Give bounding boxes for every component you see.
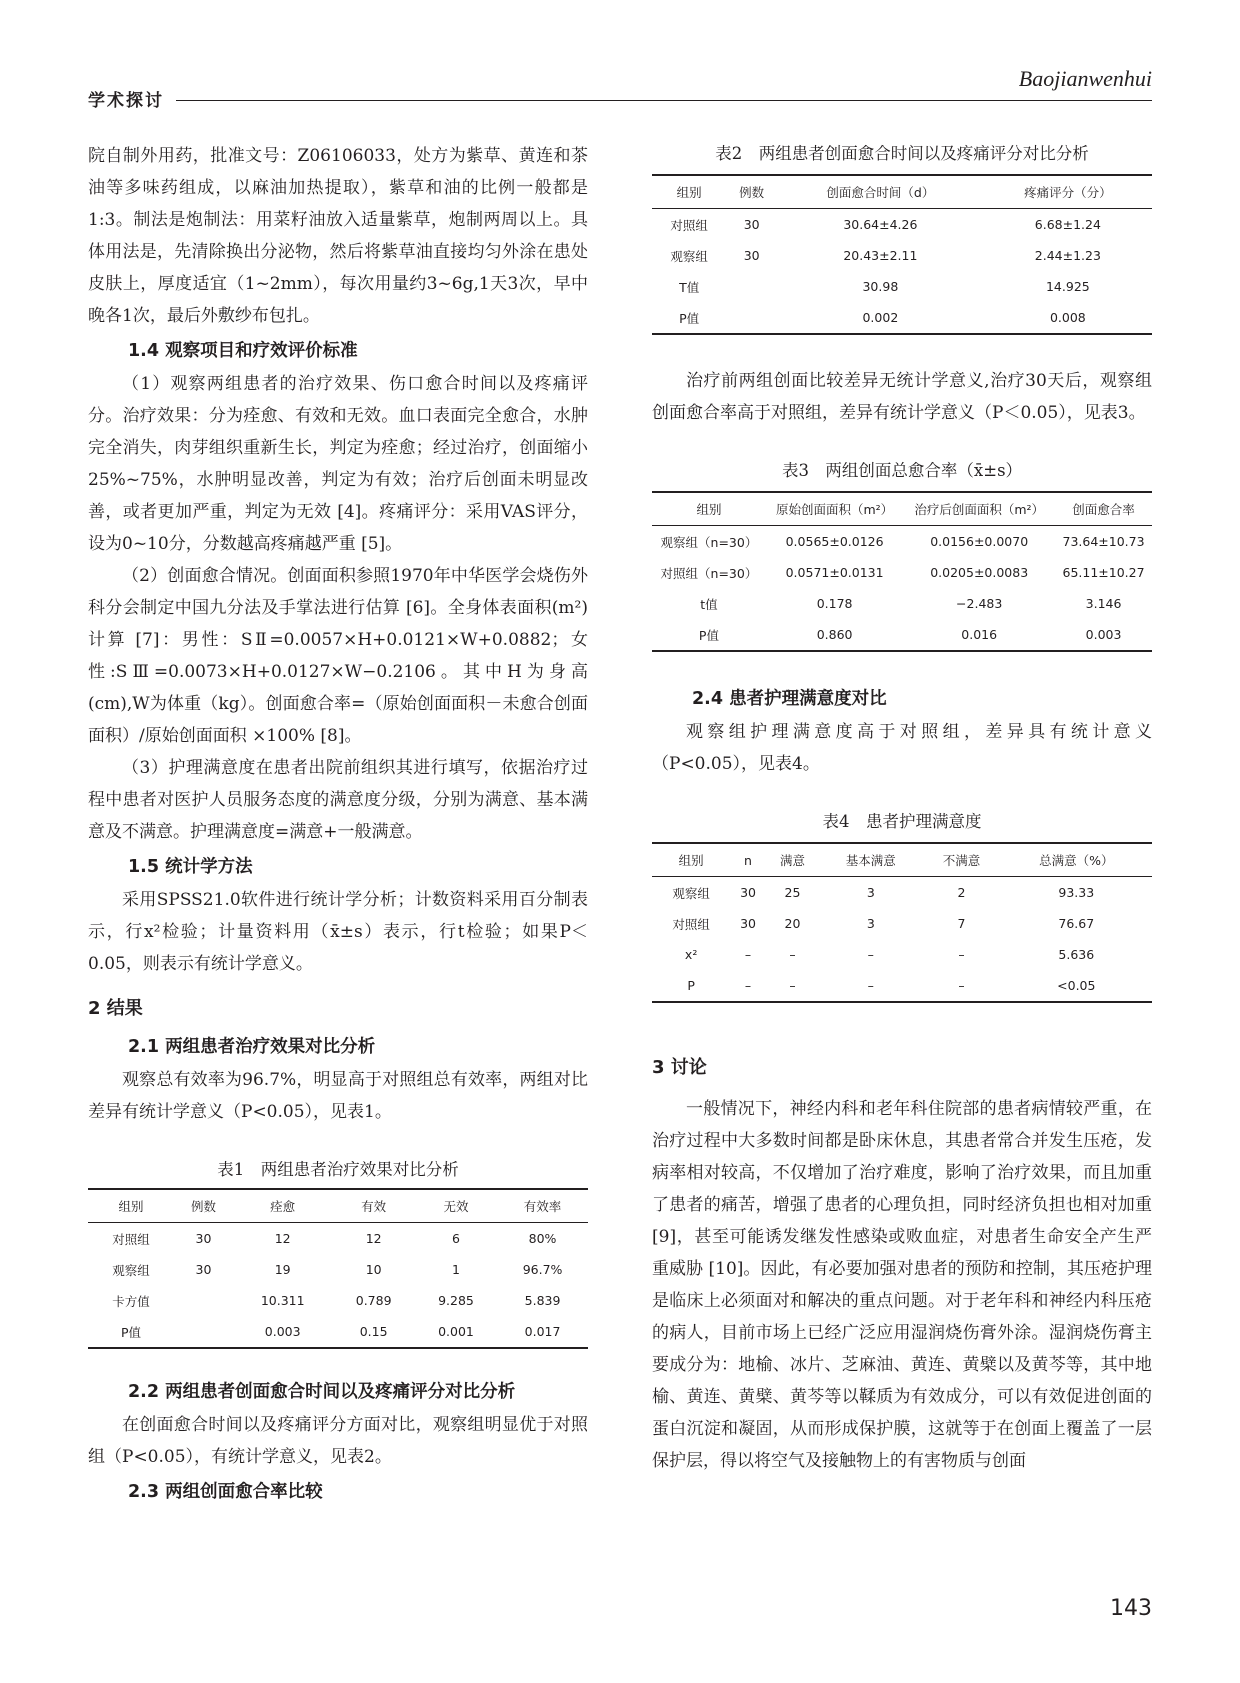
- table-cell: 76.67: [1058, 916, 1095, 931]
- table-header-cell: 组别: [652, 492, 766, 526]
- table-row: [652, 619, 1152, 651]
- table-cell: 3: [866, 916, 875, 931]
- table-row: [652, 939, 1152, 970]
- table-4: [652, 842, 1152, 1003]
- table-cell: 12: [365, 1231, 382, 1246]
- table-cell: 0.860: [766, 619, 903, 651]
- table-cell: 30.64±4.26: [843, 217, 918, 232]
- table-cell: 14.925: [1045, 279, 1090, 294]
- table-cell: 0.0565±0.0126: [785, 534, 884, 549]
- table-cell: 73.64±10.73: [1062, 534, 1145, 549]
- table-cell: 3.146: [1085, 596, 1122, 611]
- table-cell: 0.15: [333, 1316, 415, 1348]
- table-cell: 卡方值: [112, 1293, 150, 1309]
- table-row: [652, 209, 1152, 241]
- table-cell: 0.0205±0.0083: [930, 565, 1029, 580]
- table-row: [88, 1254, 588, 1285]
- table-row: [88, 1223, 588, 1255]
- table-cell: 30: [740, 916, 756, 931]
- table-cell: 0.789: [355, 1293, 392, 1308]
- heading-3: 3 讨论: [652, 1057, 707, 1078]
- heading-2: 2 结果: [88, 998, 143, 1019]
- table-cell: 观察组（n=30）: [660, 534, 758, 550]
- table-cell: 12: [274, 1231, 291, 1246]
- table-cell: 0.008: [984, 302, 1152, 334]
- table-4-caption: 表4 患者护理满意度: [822, 812, 982, 831]
- table-cell: 25: [784, 885, 801, 900]
- table-cell: 30.98: [862, 279, 899, 294]
- table-row: [652, 240, 1152, 271]
- table-cell: −2.483: [956, 596, 1003, 611]
- table-row: [652, 271, 1152, 302]
- table-2-caption: 表2 两组患者创面愈合时间以及疼痛评分对比分析: [715, 144, 1089, 163]
- table-row: [652, 970, 1152, 1002]
- table-cell: 19: [274, 1262, 291, 1277]
- table-header-cell: 例数: [726, 175, 777, 209]
- table-cell: 5.636: [1058, 947, 1095, 962]
- table-row: [88, 1285, 588, 1316]
- table-cell: [726, 271, 777, 302]
- page-number: 143: [1110, 1596, 1152, 1621]
- table-cell: P: [652, 970, 730, 1002]
- table-cell: 9.285: [438, 1293, 474, 1308]
- table-header-cell: 治疗后创面面积（m²）: [903, 492, 1055, 526]
- paragraph: （1）观察两组患者的治疗效果、伤口愈合时间以及疼痛评分。治疗效果：分为痊愈、有效和无效。血口表面完全愈合，水肿完全消失，肉芽组织重新生长，判定为痊愈；经过治疗，创面缩小25%~75%，水肿明显改善，判定为有效；治疗后创面未明显改善，或者更加严重，判定为无效 [4]。疼痛评分：采用VAS评分，设为0~10分，分数越高疼痛越严重 [5]。: [88, 374, 588, 554]
- table-cell: [174, 1285, 233, 1316]
- header-rule: [176, 100, 1152, 101]
- table-row: [652, 908, 1152, 939]
- heading-2-1: 2.1 两组患者治疗效果对比分析: [128, 1037, 376, 1057]
- table-cell: 0.003: [233, 1316, 333, 1348]
- table-2: [652, 174, 1152, 335]
- table-cell: 6.68±1.24: [1034, 217, 1101, 232]
- table-header-cell: 创面愈合时间（d）: [777, 175, 984, 209]
- heading-2-3: 2.3 两组创面愈合率比较: [128, 1482, 323, 1502]
- table-cell: 20.43±2.11: [843, 248, 918, 263]
- table-3: [652, 491, 1152, 652]
- table-cell: 65.11±10.27: [1062, 565, 1145, 580]
- paragraph: 一般情况下，神经内科和老年科住院部的患者病情较严重，在治疗过程中大多数时间都是卧床休息，其患者常合并发生压疮，发病率相对较高，不仅增加了治疗难度，影响了治疗效果，而且加重了患者的痛苦，增强了患者的心理负担，同时经济负担也相对加重 [9]，甚至可能诱发继发性感染或败血症，对患者生命安全产生严重威胁 [10]。因此，有必要加强对患者的预防和控制，其压疮护理是临床上必须面对和解决的重点问题。对于老年科和神经内科压疮的病人，目前市场上已经广泛应用湿润烧伤膏外涂。湿润烧伤膏主要成分为：地榆、冰片、芝麻油、黄连、黄檗以及黄芩等，其中地榆、黄连、黄檗、黄芩等以鞣质为有效成分，可以有效促进创面的蛋白沉淀和凝固，从而形成保护膜，这就等于在创面上覆盖了一层保护层，得以将空气及接触物上的有害物质与创面: [652, 1099, 1152, 1471]
- table-header-cell: 疼痛评分（分）: [984, 175, 1152, 209]
- table-row: [652, 302, 1152, 334]
- table-header-cell: 组别: [652, 175, 726, 209]
- table-cell: 0.002: [777, 302, 984, 334]
- table-cell: 0.178: [816, 596, 853, 611]
- table-header-cell: 不满意: [922, 843, 1000, 877]
- table-header-cell: 组别: [88, 1189, 174, 1223]
- table-cell: P值: [88, 1316, 174, 1348]
- table-row: [652, 526, 1152, 558]
- table-header-cell: 组别: [652, 843, 730, 877]
- section-header: 学术探讨: [88, 91, 164, 111]
- table-cell: 93.33: [1058, 885, 1095, 900]
- table-3-caption: 表3 两组创面总愈合率（x̄±s）: [781, 461, 1023, 480]
- table-header-cell: 总满意（%）: [1001, 843, 1152, 877]
- table-cell: 观察组: [670, 248, 708, 264]
- paragraph: （3）护理满意度在患者出院前组织其进行填写，依据治疗过程中患者对医护人员服务态度的满意度分级，分别为满意、基本满意及不满意。护理满意度=满意+一般满意。: [88, 758, 588, 842]
- table-header-cell: 痊愈: [233, 1189, 333, 1223]
- table-header-cell: 有效: [333, 1189, 415, 1223]
- table-header-cell: 基本满意: [819, 843, 922, 877]
- table-cell: –: [958, 947, 965, 962]
- table-header-cell: 有效率: [497, 1189, 588, 1223]
- paragraph: 观察组护理满意度高于对照组，差异具有统计意义（P<0.05），见表4。: [652, 722, 1152, 774]
- table-cell: –: [867, 947, 874, 962]
- table-row: [652, 588, 1152, 619]
- right-column: [652, 140, 1152, 1477]
- table-cell: –: [922, 970, 1000, 1002]
- table-cell: [726, 302, 777, 334]
- table-cell: 对照组: [112, 1231, 150, 1247]
- table-cell: 30: [743, 248, 760, 263]
- table-cell: 20: [784, 916, 801, 931]
- table-cell: T值: [679, 279, 700, 295]
- table-cell: [174, 1316, 233, 1348]
- table-cell: 0.017: [497, 1316, 588, 1348]
- table-cell: 0.003: [1055, 619, 1152, 651]
- table-cell: 0.0571±0.0131: [785, 565, 884, 580]
- table-cell: –: [744, 947, 752, 962]
- table-header-cell: 无效: [415, 1189, 497, 1223]
- table-cell: 观察组: [112, 1262, 150, 1278]
- table-cell: 30: [743, 217, 760, 232]
- table-cell: 2.44±1.23: [1034, 248, 1101, 263]
- table-cell: 30: [195, 1231, 212, 1246]
- journal-name: Baojianwenhui: [1018, 66, 1152, 91]
- table-cell: –: [766, 970, 820, 1002]
- table-header-cell: 例数: [174, 1189, 233, 1223]
- table-cell: –: [730, 970, 765, 1002]
- heading-1-5: 1.5 统计学方法: [128, 857, 253, 877]
- paragraph: 观察总有效率为96.7%，明显高于对照组总有效率，两组对比差异有统计学意义（P<0.05），见表1。: [88, 1070, 588, 1122]
- table-cell: 对照组: [672, 916, 710, 932]
- table-1-caption: 表1 两组患者治疗效果对比分析: [217, 1160, 459, 1179]
- table-cell: <0.05: [1001, 970, 1152, 1002]
- table-cell: t值: [700, 596, 718, 612]
- table-1: [88, 1188, 588, 1349]
- table-cell: 2: [957, 885, 966, 900]
- table-cell: –: [819, 970, 922, 1002]
- table-cell: 对照组（n=30）: [660, 565, 758, 581]
- paragraph: （2）创面愈合情况。创面面积参照1970年中华医学会烧伤外科分会制定中国九分法及手掌法进行估算 [6]。全身体表面积(m²)计算 [7]：男性：SⅡ=0.0057×H+0.0121×W+0.0882；女性:SⅢ=0.0073×H+0.0127×W−0.2106。其中H为身高(cm),W为体重（kg）。创面愈合率=（原始创面面积－未愈合创面面积）/原始创面面积 ×100% [8]。: [88, 566, 588, 746]
- table-cell: 0.0156±0.0070: [930, 534, 1029, 549]
- table-cell: 观察组: [672, 885, 710, 901]
- table-cell: 80%: [528, 1231, 557, 1246]
- table-cell: 0.016: [903, 619, 1055, 651]
- table-cell: 5.839: [524, 1293, 561, 1308]
- table-cell: 10: [365, 1262, 382, 1277]
- paragraph: 在创面愈合时间以及疼痛评分方面对比，观察组明显优于对照组（P<0.05），有统计学意义，见表2。: [88, 1415, 588, 1467]
- table-cell: 10.311: [260, 1293, 305, 1308]
- paragraph: 采用SPSS21.0软件进行统计学分析；计数资料采用百分制表示，行x²检验；计量资料用（x̄±s）表示，行t检验；如果P＜0.05，则表示有统计学意义。: [88, 890, 588, 974]
- heading-2-4: 2.4 患者护理满意度对比: [692, 689, 887, 709]
- table-cell: P值: [652, 619, 766, 651]
- table-row: [88, 1316, 588, 1348]
- table-row: [652, 877, 1152, 909]
- table-cell: –: [789, 947, 796, 962]
- heading-1-4: 1.4 观察项目和疗效评价标准: [128, 341, 358, 361]
- table-header-cell: 创面愈合率: [1055, 492, 1152, 526]
- table-header-cell: n: [730, 843, 765, 877]
- table-cell: 0.001: [415, 1316, 497, 1348]
- table-cell: x²: [684, 947, 698, 962]
- table-header-cell: 原始创面面积（m²）: [766, 492, 903, 526]
- table-cell: 96.7%: [522, 1262, 563, 1277]
- table-cell: 6: [451, 1231, 460, 1246]
- table-cell: 3: [866, 885, 875, 900]
- table-cell: 7: [957, 916, 966, 931]
- table-header-cell: 满意: [766, 843, 820, 877]
- left-column: [88, 140, 588, 1509]
- paragraph: 院自制外用药，批准文号：Z06106033，处方为紫草、黄连和茶油等多味药组成，以麻油加热提取），紫草和油的比例一般都是1:3。制法是炮制法：用菜籽油放入适量紫草，炮制两周以上。具体用法是，先清除换出分泌物，然后将紫草油直接均匀外涂在患处皮肤上，厚度适宜（1~2mm），每次用量约3~6g,1天3次，早中晚各1次，最后外敷纱布包扎。: [88, 146, 588, 326]
- table-row: [652, 557, 1152, 588]
- table-cell: P值: [652, 302, 726, 334]
- table-cell: 30: [195, 1262, 212, 1277]
- table-cell: 对照组: [670, 217, 708, 233]
- table-cell: 1: [451, 1262, 460, 1277]
- heading-2-2: 2.2 两组患者创面愈合时间以及疼痛评分对比分析: [128, 1382, 516, 1402]
- paragraph: 治疗前两组创面比较差异无统计学意义,治疗30天后，观察组创面愈合率高于对照组，差异有统计学意义（P＜0.05），见表3。: [652, 371, 1152, 423]
- table-cell: 30: [740, 885, 756, 900]
